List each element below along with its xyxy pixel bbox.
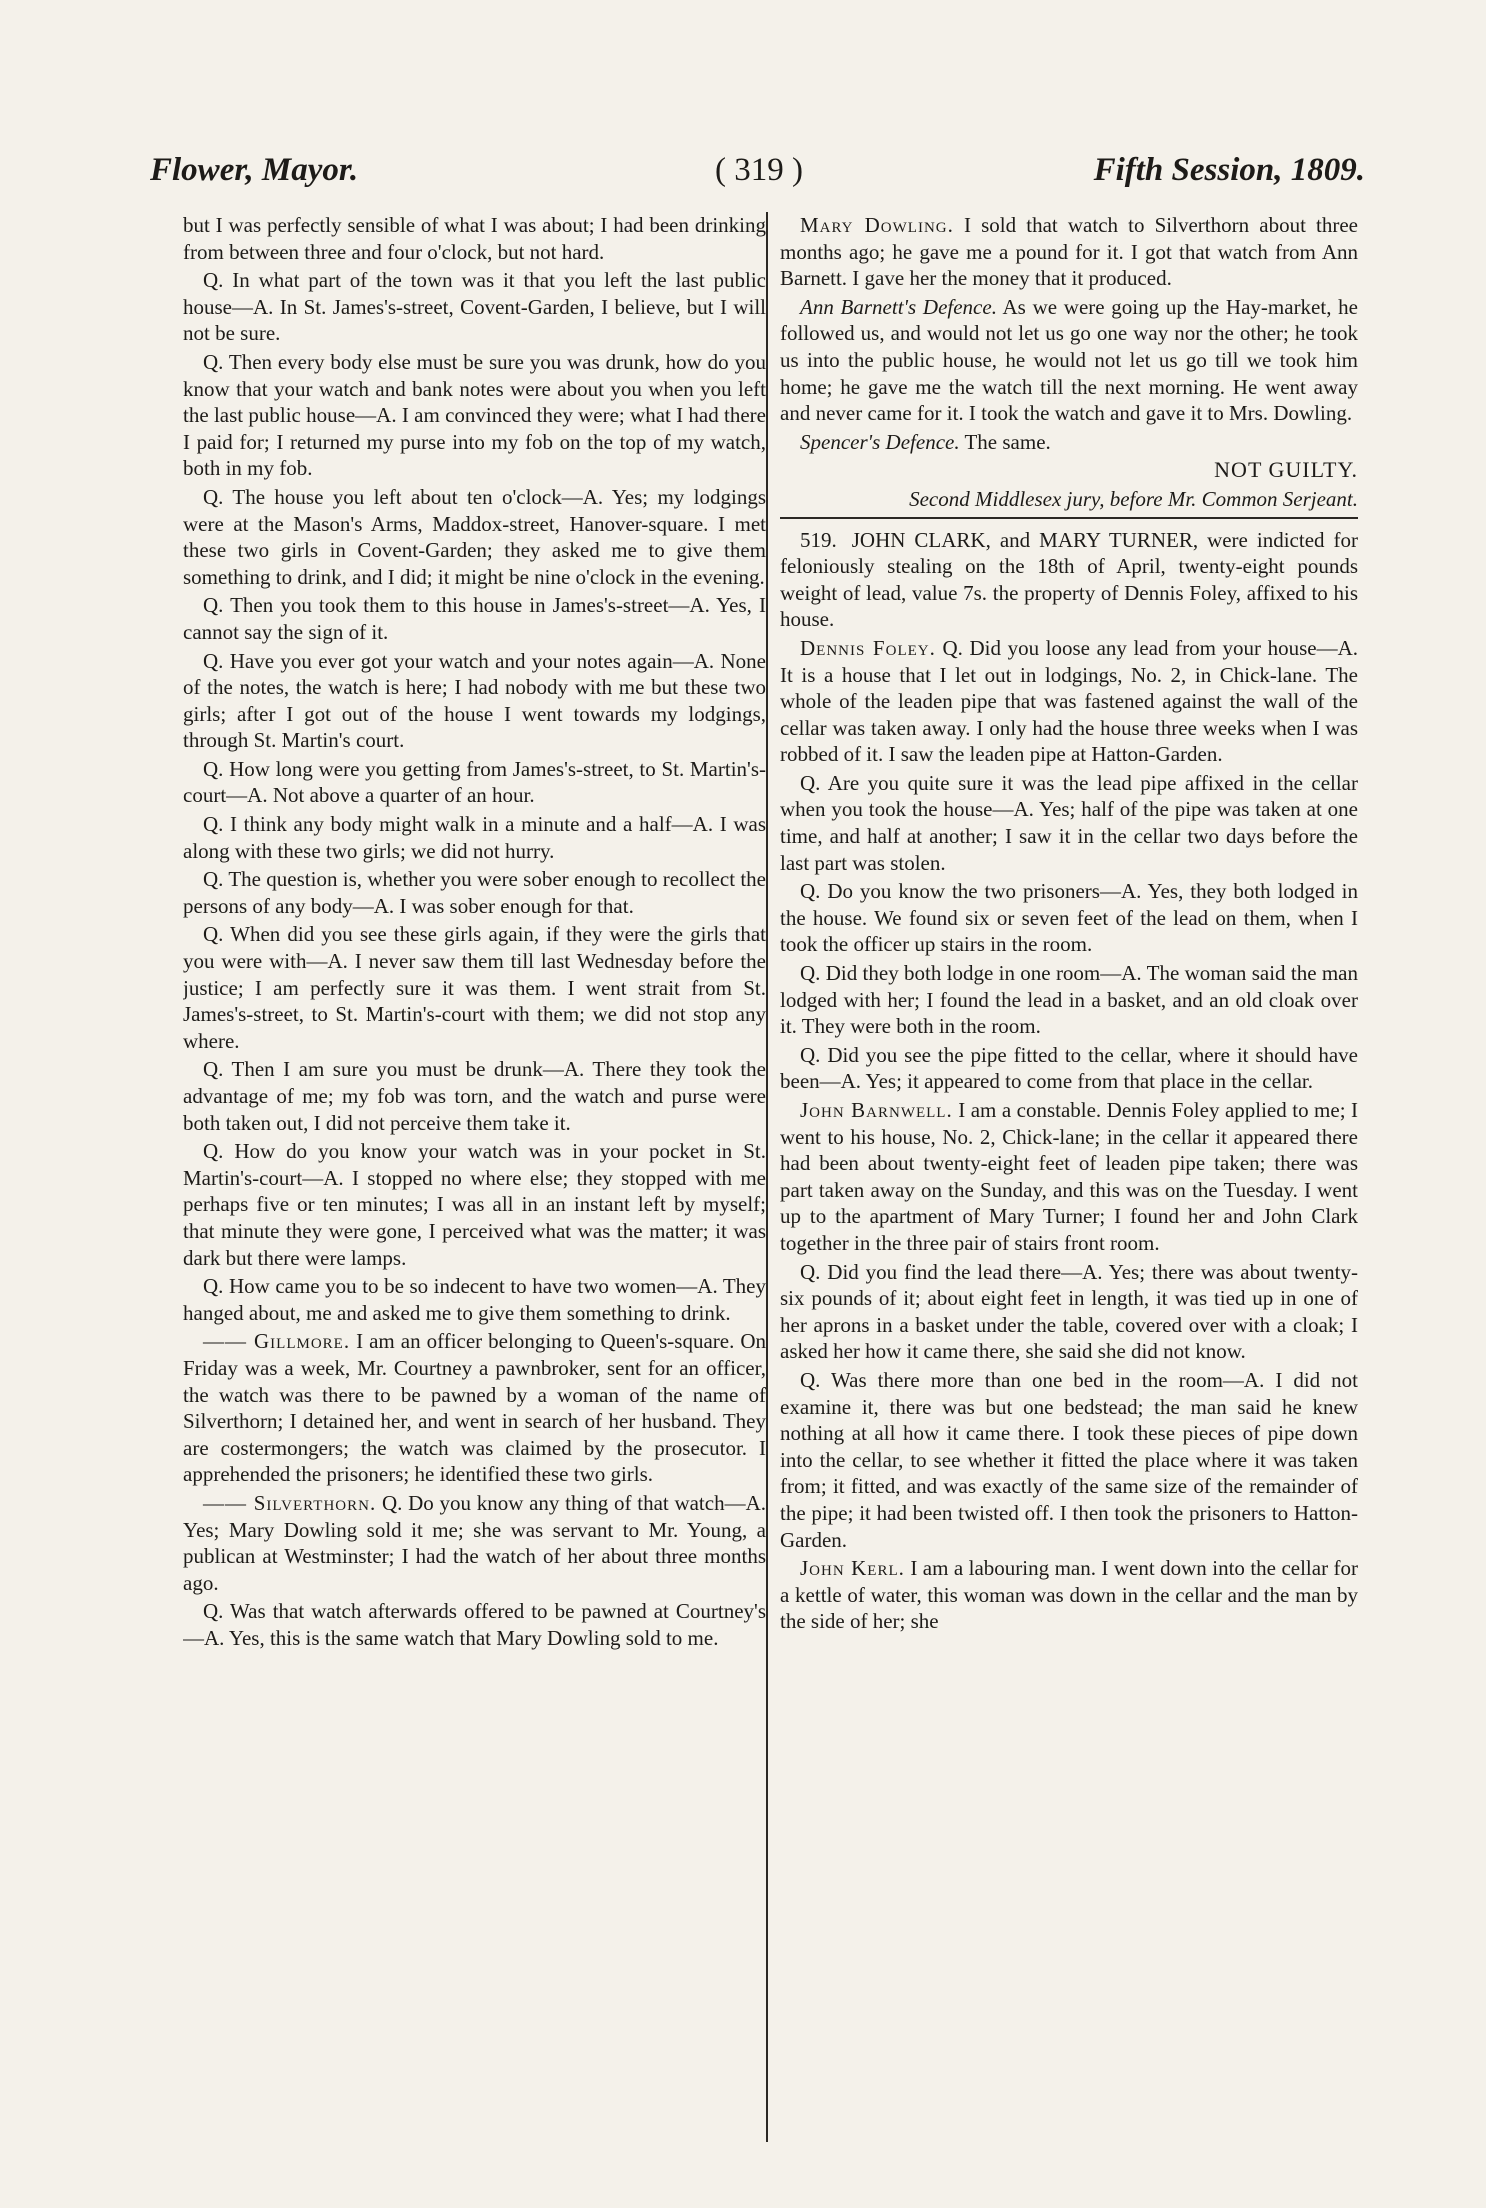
paragraph: Q. How do you know your watch was in your pocket in St. Martin's-court—A. I stopped no where else; they stopped with me perhaps five or ten minutes; I was all in an instant left by myself; that minute they were gone, I perceived what was the matter; it was dark but there were lamps. <box>183 1139 766 1270</box>
testimony-silverthorn <box>183 1490 766 1596</box>
page-number: ( 319 ) <box>715 152 803 188</box>
jury-line: Second Middlesex jury, before Mr. Common Serjeant. <box>909 486 1358 511</box>
paragraph: Q. I think any body might walk in a minute and a half—A. I was along with these two girls; we did not hurry. <box>183 812 766 863</box>
paragraph: Q. Then I am sure you must be drunk—A. There they took the advantage of me; my fob was torn, and the watch and purse were both taken out, I did not perceive them take it. <box>183 1057 766 1135</box>
paragraph: Q. Do you know the two prisoners—A. Yes, they both lodged in the house. We found six or seven feet of the lead on them, when I took the officer up stairs in the room. <box>780 879 1358 957</box>
case-number: 519. <box>800 527 837 552</box>
running-header <box>150 152 1365 198</box>
testimony-text: Q. Do you know any thing of that watch—A. Yes; Mary Dowling sold it me; she was servant to Mr. Young, a publican at Westminster; I had the watch of her about three months ago. <box>183 1490 766 1595</box>
defence-label: Spencer's Defence. <box>800 429 960 454</box>
testimony-text: I sold that watch to Silverthorn about three months ago; he gave me a pound for it. I got that watch from Ann Barnett. I gave her the money that it produced. <box>780 213 1358 291</box>
speaker-name: John Kerl. <box>800 1556 905 1581</box>
speaker-name: John Barnwell. <box>800 1098 953 1122</box>
paragraph: Q. Then every body else must be sure you was drunk, how do you know that your watch and bank notes were about you when you left the last public house—A. I am convinced they were; what I had there I paid for; I returned my purse into my fob on the top of my watch, both in my fob. <box>183 349 766 481</box>
paragraph: Q. Are you quite sure it was the lead pipe affixed in the cellar when you took the house—A. Yes; half of the pipe was taken at one time, and half at another; I saw it in the cellar two days before the last part was stolen. <box>780 770 1358 875</box>
paragraph: Q. The house you left about ten o'clock—A. Yes; my lodgings were at the Mason's Arms, Maddox-street, Hanover-square. I met these two girls in Covent-Garden; they asked me to give them something to drink, and I did; it might be nine o'clock in the evening. <box>183 484 766 589</box>
speaker-name: —— Silverthorn. <box>203 1490 377 1515</box>
defence-spencer <box>780 429 1358 456</box>
paragraph: Q. How came you to be so indecent to have two women—A. They hanged about, me and asked me to give them something to drink. <box>183 1274 766 1325</box>
case-heading <box>780 527 1358 633</box>
testimony-text: Q. Did you loose any lead from your house—A. It is a house that I let out in lodgings, No. 2, in Chick-lane. The whole of the leaden pipe that was fastened against the wall of the cellar was taken away. I only had the house three weeks when I was robbed of it. I saw the leaden pipe at Hatton-Garden. <box>780 635 1358 767</box>
paragraph: but I was perfectly sensible of what I was about; I had been drinking from between three and four o'clock, but not hard. <box>183 213 766 264</box>
testimony-kerl <box>780 1555 1358 1635</box>
section-divider <box>780 517 1358 519</box>
paragraph: Q. Did they both lodge in one room—A. The woman said the man lodged with her; I found the lead in a basket, and an old cloak over it. They were both in the room. <box>780 961 1358 1039</box>
testimony-dowling <box>780 212 1358 292</box>
speaker-name: Dennis Foley. <box>800 635 936 660</box>
paragraph: Q. In what part of the town was it that you left the last public house—A. In St. James's-street, Covent-Garden, I believe, but I will not be sure. <box>183 268 766 346</box>
testimony-text: I am a constable. Dennis Foley applied to me; I went to his house, No. 2, Chick-lane; in the cellar it appeared there had been about twenty-eight feet of leaden pipe taken; there was part taken away on the Sunday, and this was on the Tuesday. I went up to the apartment of Mary Turner; I found her and John Clark together in the three pair of stairs front room. <box>780 1098 1358 1255</box>
testimony-text: I am a labouring man. I went down into the cellar for a kettle of water, this woman was down in the cellar and the man by the side of her; she <box>780 1556 1358 1634</box>
paragraph: Q. When did you see these girls again, if they were the girls that you were with—A. I never saw them till last Wednesday before the justice; I am perfectly sure it was them. I went strait from St. James's-street, to St. Martin's-court with them; we did not stop any where. <box>183 922 766 1053</box>
defence-barnett <box>780 294 1358 427</box>
paragraph: Q. Did you see the pipe fitted to the cellar, where it should have been—A. Yes; it appeared to come from that place in the cellar. <box>780 1042 1358 1094</box>
speaker-name: —— Gillmore. <box>203 1329 351 1354</box>
testimony-gillmore <box>183 1328 766 1488</box>
testimony-barnwell <box>780 1097 1358 1257</box>
defence-text: The same. <box>964 429 1051 454</box>
paragraph: Q. Was that watch afterwards offered to be pawned at Courtney's—A. Yes, this is the same watch that Mary Dowling sold to me. <box>183 1599 766 1650</box>
paragraph: Q. Was there more than one bed in the room—A. I did not examine it, there was but one bedstead; the man said he knew nothing at all how it came there. I took these pieces of pipe down into the cellar, to see whether it fitted the place where it was taken from; it fitted, and was exactly of the same size of the remainder of the pipe; it had been twisted off. I then took the prisoners to Hatton-Garden. <box>780 1367 1358 1552</box>
defence-label: Ann Barnett's Defence. <box>800 294 997 319</box>
case-text: JOHN CLARK, and MARY TURNER, were indicted for feloniously stealing on the 18th of April, twenty-eight pounds weight of lead, value 7s. the property of Dennis Foley, affixed to his house. <box>780 527 1358 632</box>
right-column <box>766 212 1358 2142</box>
paragraph: Q. The question is, whether you were sober enough to recollect the persons of any body—A. I was sober enough for that. <box>183 867 766 918</box>
defence-text: As we were going up the Hay-market, he followed us, and would not let us go one way nor the other; he took us into the public house, he would not let us go till we took him home; he gave me the watch till the next morning. He went away and never came for it. I took the watch and gave it to Mrs. Dowling. <box>780 294 1358 426</box>
header-right: Fifth Session, 1809. <box>1093 152 1365 188</box>
verdict: NOT GUILTY. <box>1214 457 1358 483</box>
left-column <box>183 212 766 2142</box>
speaker-name: Mary Dowling. <box>800 213 954 237</box>
testimony-text: I am an officer belonging to Queen's-square. On Friday was a week, Mr. Courtney a pawnbroker, sent for an officer, the watch was there to be pawned by a woman of the name of Silverthorn; I detained her, and went in search of her husband. They are costermongers; the watch was claimed by the prosecutor. I apprehended the prisoners; he identified these two girls. <box>183 1329 766 1487</box>
testimony-foley <box>780 635 1358 768</box>
header-left: Flower, Mayor. <box>150 152 359 188</box>
paragraph: Q. How long were you getting from James's-street, to St. Martin's-court—A. Not above a quarter of an hour. <box>183 756 766 808</box>
paragraph: Q. Did you find the lead there—A. Yes; there was about twenty-six pounds of it; about eight feet in length, it was tied up in one of her aprons in a basket under the table, covered over with a cloak; I asked her how it came there, she said she did not know. <box>780 1259 1358 1364</box>
paragraph: Q. Then you took them to this house in James's-street—A. Yes, I cannot say the sign of it. <box>183 593 766 644</box>
paragraph: Q. Have you ever got your watch and your notes again—A. None of the notes, the watch is here; I had nobody with me but these two girls; after I got out of the house I went towards my lodgings, through St. Martin's court. <box>183 648 766 753</box>
